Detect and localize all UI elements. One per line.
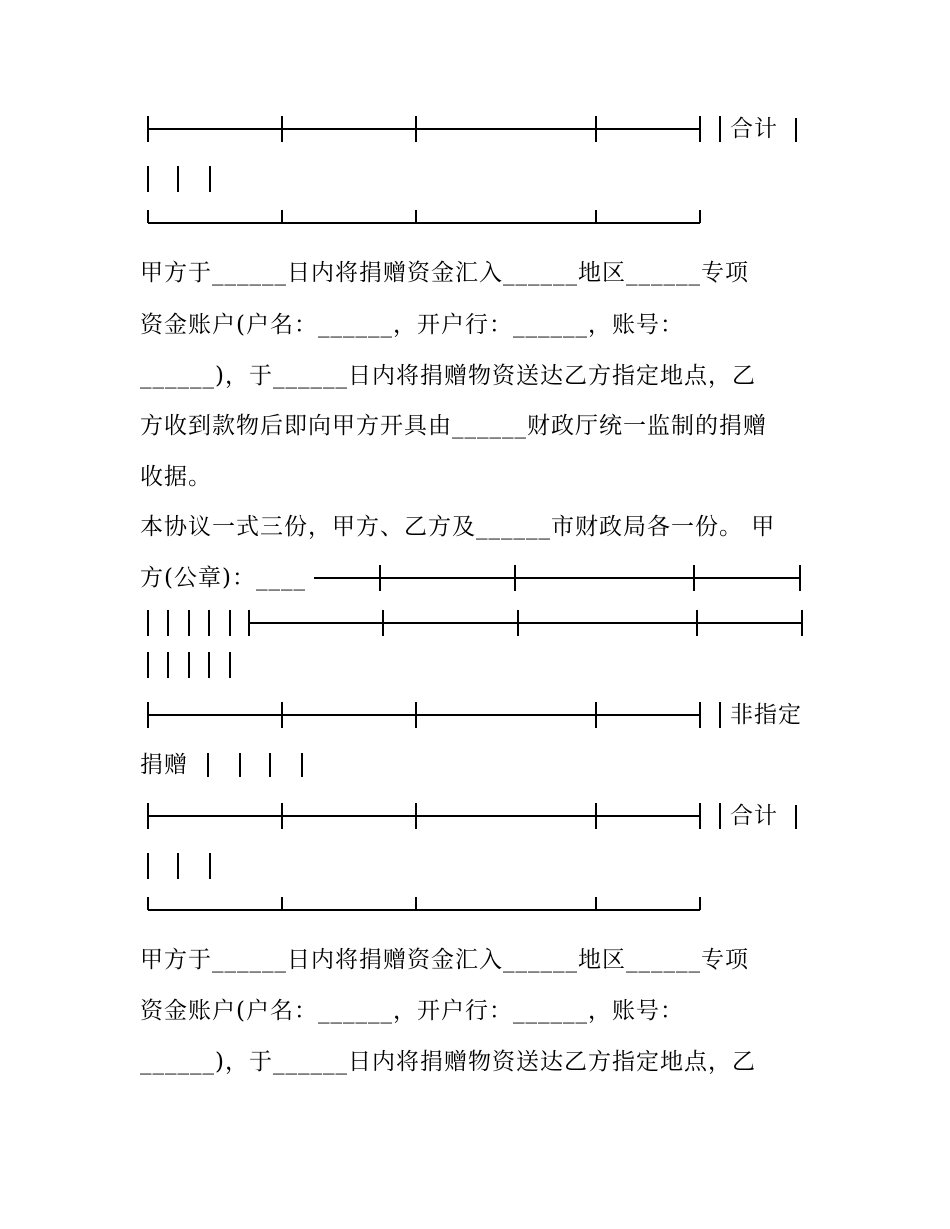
table-rule-bottom-1 bbox=[148, 210, 700, 223]
table-rule-row-1 bbox=[148, 116, 796, 142]
paragraph-line: 方收到款物后即向甲方开具由______财政厅统一监制的捐赠 bbox=[140, 413, 767, 439]
paragraph-line: 资金账户(户名：______，开户行：______，账号： bbox=[140, 312, 684, 338]
paragraph-line: 收据。 bbox=[140, 464, 212, 490]
seal-line-label: 方(公章)：____ bbox=[140, 565, 306, 591]
table-cell-bars-4 bbox=[148, 853, 210, 879]
table-rule-row-4 bbox=[148, 803, 796, 829]
paragraph-line: 甲方于______日内将捐赠资金汇入______地区______专项 bbox=[140, 947, 749, 973]
paragraph-line: ______)，于______日内将捐赠物资送达乙方指定地点，乙 bbox=[140, 1049, 756, 1075]
table-cell-bars-1 bbox=[148, 166, 210, 192]
paragraph-line: ______)，于______日内将捐赠物资送达乙方指定地点，乙 bbox=[140, 363, 756, 389]
table-row-label-donation: 捐赠 bbox=[140, 752, 188, 778]
table-rule-seal-line bbox=[314, 565, 800, 591]
table-rule-row-3 bbox=[148, 702, 720, 728]
table-rule-row-2 bbox=[148, 610, 802, 636]
table-cell-bars-2 bbox=[148, 652, 230, 678]
table-total-label-1: 合计 bbox=[730, 116, 778, 142]
table-cell-bars-3 bbox=[208, 753, 302, 777]
table-row-label-non-designated: 非指定 bbox=[730, 702, 802, 728]
paragraph-line: 资金账户(户名：______，开户行：______，账号： bbox=[140, 998, 684, 1024]
table-rule-bottom-2 bbox=[148, 897, 700, 910]
paragraph-line: 本协议一式三份，甲方、乙方及______市财政局各一份。 甲 bbox=[140, 514, 776, 540]
paragraph-line: 甲方于______日内将捐赠资金汇入______地区______专项 bbox=[140, 260, 749, 286]
table-total-label-2: 合计 bbox=[730, 803, 778, 829]
